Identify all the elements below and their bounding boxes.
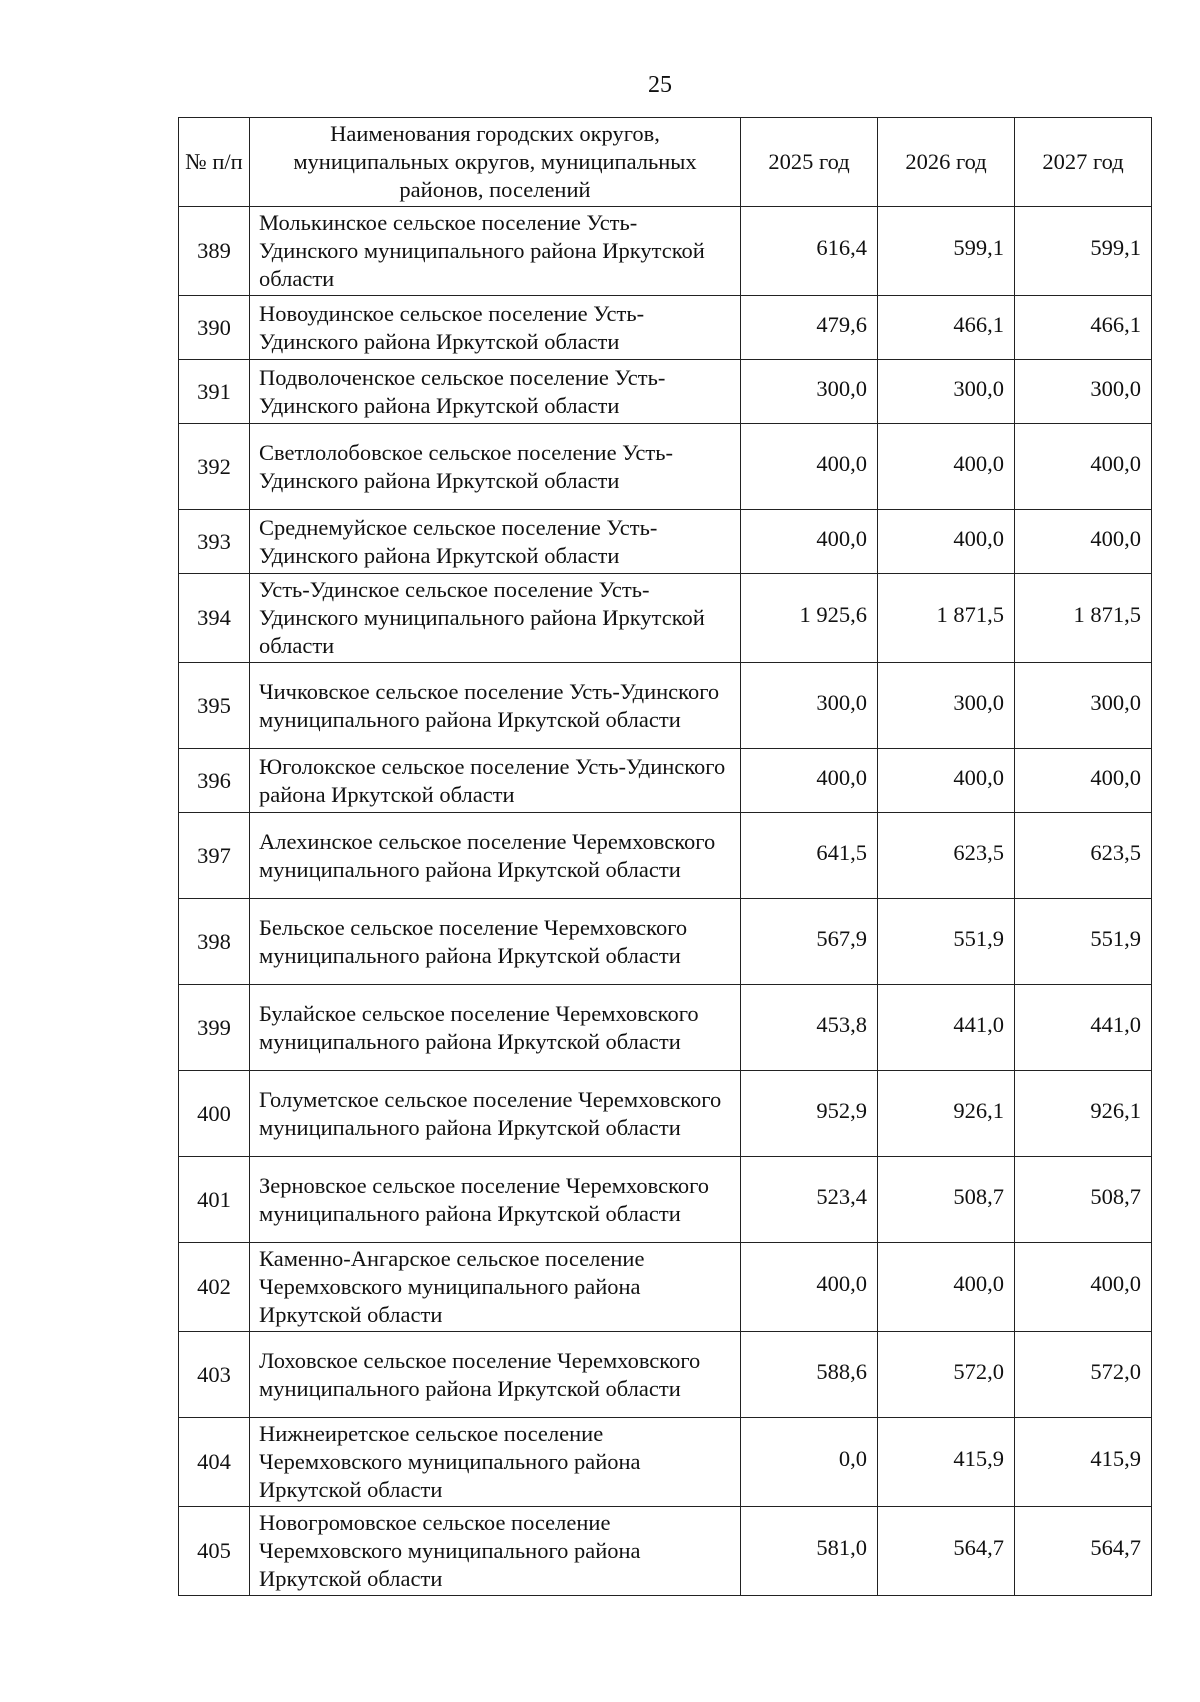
row-number: 403 (179, 1332, 250, 1418)
row-value-2027: 508,7 (1015, 1157, 1152, 1243)
row-value-2027: 926,1 (1015, 1071, 1152, 1157)
row-value-2026: 551,9 (878, 899, 1015, 985)
row-name: Нижнеиретское сельское поселение Черемховского муниципального района Иркутской области (250, 1418, 741, 1507)
row-value-2025: 0,0 (741, 1418, 878, 1507)
table-row (179, 1332, 1152, 1418)
row-name: Лоховское сельское поселение Черемховского муниципального района Иркутской области (250, 1332, 741, 1418)
row-value-2027: 400,0 (1015, 424, 1152, 510)
header-2025: 2025 год (741, 118, 878, 207)
row-value-2025: 300,0 (741, 663, 878, 749)
row-value-2027: 300,0 (1015, 663, 1152, 749)
row-name: Алехинское сельское поселение Черемховского муниципального района Иркутской области (250, 813, 741, 899)
row-name: Новоудинское сельское поселение Усть-Удинского района Иркутской области (250, 296, 741, 360)
row-number: 399 (179, 985, 250, 1071)
row-name: Юголокское сельское поселение Усть-Удинского района Иркутской области (250, 749, 741, 813)
row-number: 395 (179, 663, 250, 749)
row-number: 396 (179, 749, 250, 813)
row-value-2026: 466,1 (878, 296, 1015, 360)
row-number: 392 (179, 424, 250, 510)
row-value-2027: 400,0 (1015, 749, 1152, 813)
row-value-2025: 400,0 (741, 1243, 878, 1332)
row-value-2026: 441,0 (878, 985, 1015, 1071)
row-value-2025: 400,0 (741, 510, 878, 574)
row-value-2027: 300,0 (1015, 360, 1152, 424)
row-value-2027: 1 871,5 (1015, 574, 1152, 663)
table-row (179, 510, 1152, 574)
row-value-2027: 623,5 (1015, 813, 1152, 899)
row-number: 391 (179, 360, 250, 424)
row-value-2026: 300,0 (878, 663, 1015, 749)
table-row (179, 424, 1152, 510)
table-row (179, 296, 1152, 360)
row-value-2026: 300,0 (878, 360, 1015, 424)
table-header-row (179, 118, 1152, 207)
row-value-2026: 623,5 (878, 813, 1015, 899)
row-number: 398 (179, 899, 250, 985)
row-value-2026: 926,1 (878, 1071, 1015, 1157)
row-number: 394 (179, 574, 250, 663)
table-row (179, 1071, 1152, 1157)
row-value-2027: 466,1 (1015, 296, 1152, 360)
header-number: № п/п (179, 118, 250, 207)
row-value-2026: 572,0 (878, 1332, 1015, 1418)
row-value-2026: 400,0 (878, 424, 1015, 510)
row-name: Светлолобовское сельское поселение Усть-Удинского района Иркутской области (250, 424, 741, 510)
row-value-2026: 400,0 (878, 1243, 1015, 1332)
row-name: Молькинское сельское поселение Усть-Удинского муниципального района Иркутской области (250, 207, 741, 296)
row-name: Каменно-Ангарское сельское поселение Черемховского муниципального района Иркутской области (250, 1243, 741, 1332)
row-value-2025: 588,6 (741, 1332, 878, 1418)
header-2027: 2027 год (1015, 118, 1152, 207)
row-value-2025: 1 925,6 (741, 574, 878, 663)
row-value-2025: 567,9 (741, 899, 878, 985)
row-number: 397 (179, 813, 250, 899)
table-row (179, 1243, 1152, 1332)
row-value-2027: 564,7 (1015, 1507, 1152, 1596)
row-value-2025: 616,4 (741, 207, 878, 296)
row-name: Усть-Удинское сельское поселение Усть-Удинского муниципального района Иркутской области (250, 574, 741, 663)
row-name: Среднемуйское сельское поселение Усть-Удинского района Иркутской области (250, 510, 741, 574)
budget-table (178, 117, 1152, 1596)
row-number: 390 (179, 296, 250, 360)
row-name: Булайское сельское поселение Черемховского муниципального района Иркутской области (250, 985, 741, 1071)
row-name: Зерновское сельское поселение Черемховского муниципального района Иркутской области (250, 1157, 741, 1243)
row-name: Голуметское сельское поселение Черемховского муниципального района Иркутской области (250, 1071, 741, 1157)
row-value-2027: 400,0 (1015, 510, 1152, 574)
row-value-2026: 599,1 (878, 207, 1015, 296)
row-value-2025: 453,8 (741, 985, 878, 1071)
row-value-2026: 1 871,5 (878, 574, 1015, 663)
row-value-2027: 400,0 (1015, 1243, 1152, 1332)
row-value-2025: 523,4 (741, 1157, 878, 1243)
table-row (179, 574, 1152, 663)
table-row (179, 1507, 1152, 1596)
header-2026: 2026 год (878, 118, 1015, 207)
table-row (179, 813, 1152, 899)
row-value-2026: 400,0 (878, 749, 1015, 813)
row-value-2026: 564,7 (878, 1507, 1015, 1596)
row-number: 401 (179, 1157, 250, 1243)
table-row (179, 1157, 1152, 1243)
row-value-2025: 641,5 (741, 813, 878, 899)
table-row (179, 749, 1152, 813)
row-value-2025: 400,0 (741, 749, 878, 813)
row-value-2027: 441,0 (1015, 985, 1152, 1071)
row-name: Бельское сельское поселение Черемховского муниципального района Иркутской области (250, 899, 741, 985)
row-value-2025: 581,0 (741, 1507, 878, 1596)
row-value-2027: 599,1 (1015, 207, 1152, 296)
row-value-2025: 400,0 (741, 424, 878, 510)
table-row (179, 985, 1152, 1071)
row-value-2027: 415,9 (1015, 1418, 1152, 1507)
page-number: 25 (648, 72, 672, 98)
row-value-2026: 508,7 (878, 1157, 1015, 1243)
row-value-2025: 300,0 (741, 360, 878, 424)
header-name: Наименования городских округов, муниципальных округов, муниципальных районов, поселений (250, 118, 741, 207)
row-value-2027: 572,0 (1015, 1332, 1152, 1418)
row-value-2025: 952,9 (741, 1071, 878, 1157)
row-value-2025: 479,6 (741, 296, 878, 360)
table-row (179, 1418, 1152, 1507)
table-row (179, 360, 1152, 424)
table-row (179, 663, 1152, 749)
row-name: Подволоченское сельское поселение Усть-Удинского района Иркутской области (250, 360, 741, 424)
row-number: 405 (179, 1507, 250, 1596)
row-value-2026: 400,0 (878, 510, 1015, 574)
table-row (179, 899, 1152, 985)
row-number: 404 (179, 1418, 250, 1507)
row-value-2027: 551,9 (1015, 899, 1152, 985)
row-number: 402 (179, 1243, 250, 1332)
row-name: Новогромовское сельское поселение Черемховского муниципального района Иркутской области (250, 1507, 741, 1596)
row-value-2026: 415,9 (878, 1418, 1015, 1507)
row-name: Чичковское сельское поселение Усть-Удинского муниципального района Иркутской области (250, 663, 741, 749)
table-row (179, 207, 1152, 296)
row-number: 393 (179, 510, 250, 574)
row-number: 400 (179, 1071, 250, 1157)
row-number: 389 (179, 207, 250, 296)
